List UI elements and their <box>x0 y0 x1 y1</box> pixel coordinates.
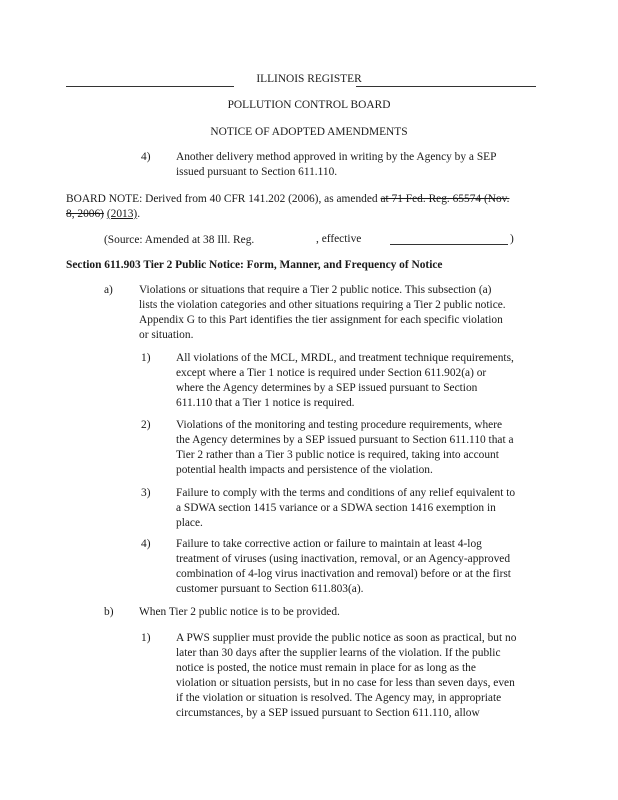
text-line: treatment of viruses (using inactivation, removal, or an Agency-approved <box>176 553 511 565</box>
text-line: potential health impacts and persistence of the violation. <box>176 464 433 476</box>
board-note-struck-text: 8, 2006) <box>66 208 104 220</box>
text-line: combination of 4-log virus inactivation and removal) before or at the first <box>176 568 511 580</box>
text-line: customer pursuant to Section 611.803(a). <box>176 583 364 595</box>
item-text <box>176 631 516 721</box>
text-line: Violations or situations that require a Tier 2 public notice. This subsection (a) <box>139 284 492 296</box>
item-number: 3) <box>141 487 151 499</box>
subsection-a-label: a) <box>104 284 113 296</box>
text-line: where the Agency determines by a SEP issued pursuant to Section <box>176 382 478 394</box>
board-title: POLLUTION CONTROL BOARD <box>227 99 391 111</box>
register-title: ILLINOIS REGISTER <box>256 73 362 85</box>
source-text: (Source: Amended at 38 Ill. Reg. <box>104 234 255 246</box>
text-line: a SDWA section 1415 variance or a SDWA section 1416 exemption in <box>176 502 496 514</box>
text-line: except where a Tier 1 notice is required under Section 611.902(a) or <box>176 367 487 379</box>
item-number: 4) <box>141 151 151 163</box>
board-note-period: . <box>137 208 141 220</box>
text-line: Failure to take corrective action or failure to maintain at least 4-log <box>176 538 482 550</box>
subsection-a-text <box>139 283 506 343</box>
text-line: the Agency determines by a SEP issued pursuant to Section 611.110 that a <box>176 434 514 446</box>
section-heading: Section 611.903 Tier 2 Public Notice: Form, Manner, and Frequency of Notice <box>66 259 443 271</box>
board-note-line1 <box>66 192 509 207</box>
item-text-line: issued pursuant to Section 611.110. <box>176 166 338 178</box>
item-number: 4) <box>141 538 151 550</box>
text-line: Violations of the monitoring and testing procedure requirements, where <box>176 419 503 431</box>
item-text-line: Another delivery method approved in writing by the Agency by a SEP <box>176 151 497 163</box>
board-note-prefix: BOARD NOTE: Derived from 40 CFR 141.202 (2006), as amended <box>66 193 378 205</box>
notice-title: NOTICE OF ADOPTED AMENDMENTS <box>210 126 408 138</box>
effective-date-blank <box>390 244 508 245</box>
text-line: or situation. <box>139 329 194 341</box>
text-line: A PWS supplier must provide the public notice as soon as practical, but no <box>176 632 517 644</box>
source-close: ) <box>510 233 514 245</box>
board-note-struck-text: at 71 Fed. Reg. 65574 (Nov. <box>380 193 510 205</box>
text-line: place. <box>176 517 203 529</box>
item-number: 2) <box>141 419 151 431</box>
item-text <box>176 486 515 531</box>
text-line: Appendix G to this Part identifies the tier assignment for each specific violation <box>139 314 503 326</box>
text-line: Failure to comply with the terms and conditions of any relief equivalent to <box>176 487 516 499</box>
item-text <box>176 418 514 478</box>
board-note-inserted-text: (2013) <box>106 208 138 220</box>
text-line: violation or situation persists, but in no case for less than seven days, even <box>176 677 515 689</box>
text-line: All violations of the MCL, MRDL, and treatment technique requirements, <box>176 352 514 364</box>
source-effective: , effective <box>316 233 362 245</box>
item-number: 1) <box>141 632 151 644</box>
subsection-b-text: When Tier 2 public notice is to be provided. <box>139 606 340 618</box>
text-line: if the violation or situation is resolved. The Agency may, in appropriate <box>176 692 502 704</box>
text-line: lists the violation categories and other situations requiring a Tier 2 public notice. <box>139 299 506 311</box>
item-number: 1) <box>141 352 151 364</box>
text-line: 611.110 that a Tier 1 notice is required. <box>176 397 355 409</box>
board-note-line2 <box>66 207 140 222</box>
subsection-b-label: b) <box>104 606 114 618</box>
item-text <box>176 351 514 411</box>
text-line: circumstances, by a SEP issued pursuant to Section 611.110, allow <box>176 707 480 719</box>
source-line <box>104 232 257 248</box>
text-line: later than 30 days after the supplier learns of the violation. If the public <box>176 647 501 659</box>
text-line: notice is posted, the notice must remain in place for as long as the <box>176 662 476 674</box>
item-text <box>176 537 511 597</box>
text-line: Tier 2 rather than a Tier 3 public notice is required, taking into account <box>176 449 499 461</box>
